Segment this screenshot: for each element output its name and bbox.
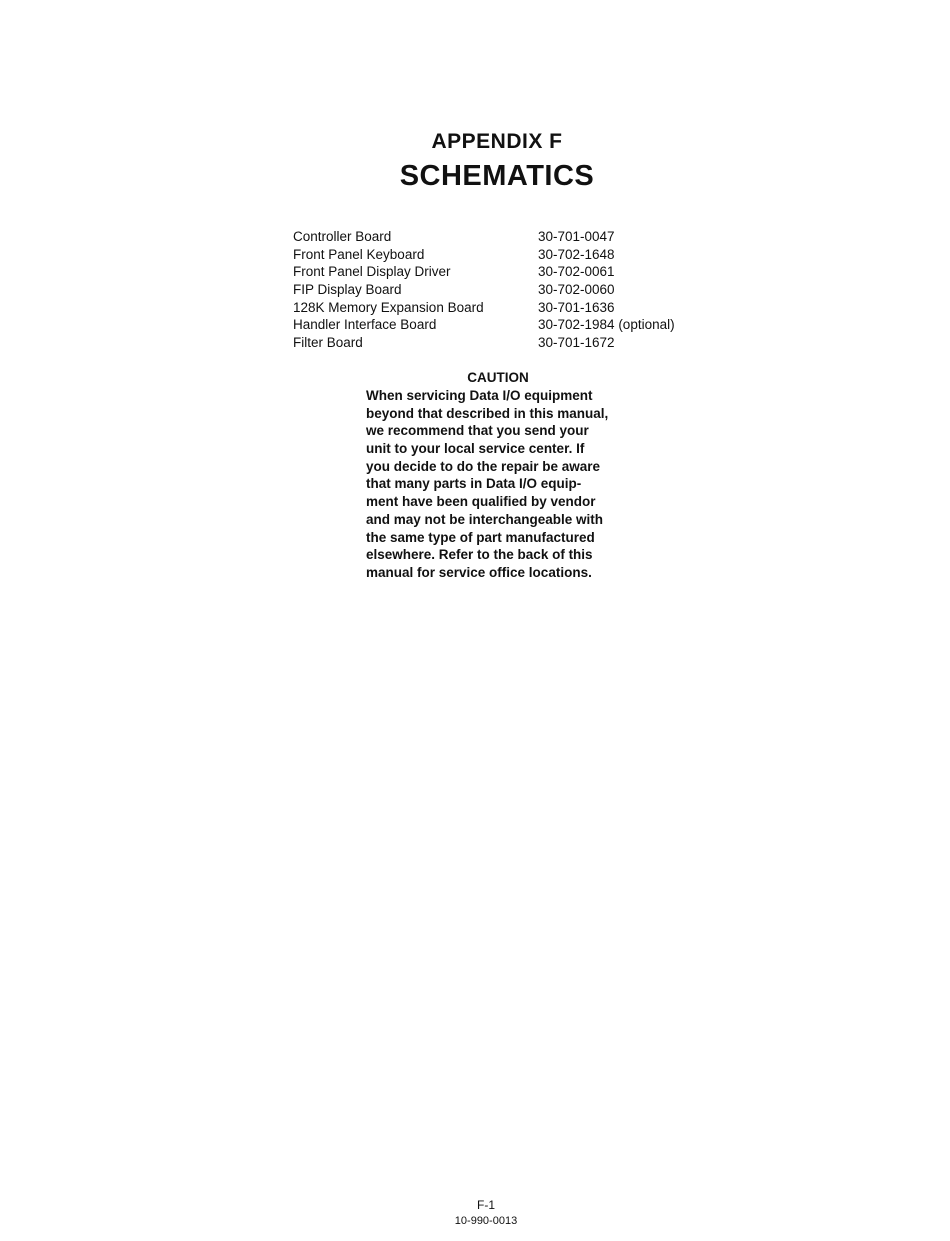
caution-heading: CAUTION [467,370,529,385]
caution-text-line: manual for service office locations. [366,564,592,580]
board-name: Front Panel Display Driver [293,264,451,280]
caution-text-line: the same type of part manufactured [366,529,595,545]
schematics-list [293,228,675,352]
caution-text-line: ment have been qualified by vendor [366,494,596,510]
schematic-row [293,299,675,317]
schematic-row [293,246,675,264]
schematic-row [293,228,675,246]
appendix-label: APPENDIX F [431,130,563,153]
part-number: 30-702-0060 [538,282,615,298]
board-name: Filter Board [293,335,363,351]
caution-text-line: we recommend that you send your [366,423,589,439]
part-number: 30-701-1672 [538,335,615,351]
page-title: SCHEMATICS [399,160,595,192]
caution-text-line: unit to your local service center. If [366,441,585,457]
board-name: Controller Board [293,229,392,244]
board-name: Handler Interface Board [293,317,437,333]
schematic-row [293,316,675,334]
board-name: FIP Display Board [293,282,402,298]
caution-text-line: beyond that described in this manual, [366,405,609,421]
part-number: 30-701-0047 [538,229,615,244]
board-name: 128K Memory Expansion Board [293,299,484,315]
page-footer [0,1197,950,1229]
caution-text-line: When servicing Data I/O equipment [366,388,593,403]
board-name: Front Panel Keyboard [293,246,425,262]
schematic-row [293,263,675,281]
caution-text-line: that many parts in Data I/O equip- [366,476,582,492]
caution-text-line: elsewhere. Refer to the back of this [366,547,593,563]
schematic-row [293,334,675,352]
schematic-row [293,281,675,299]
caution-notice [366,369,646,582]
page-number: F-1 [477,1198,495,1212]
part-number: 30-702-0061 [538,264,615,280]
caution-text-line: and may not be interchangeable with [366,511,604,527]
part-number: 30-702-1648 [538,246,615,262]
part-number: 30-701-1636 [538,299,615,315]
document-number: 10-990-0013 [454,1215,518,1227]
part-number: 30-702-1984 (optional) [538,317,675,333]
caution-text-line: you decide to do the repair be aware [366,458,601,474]
